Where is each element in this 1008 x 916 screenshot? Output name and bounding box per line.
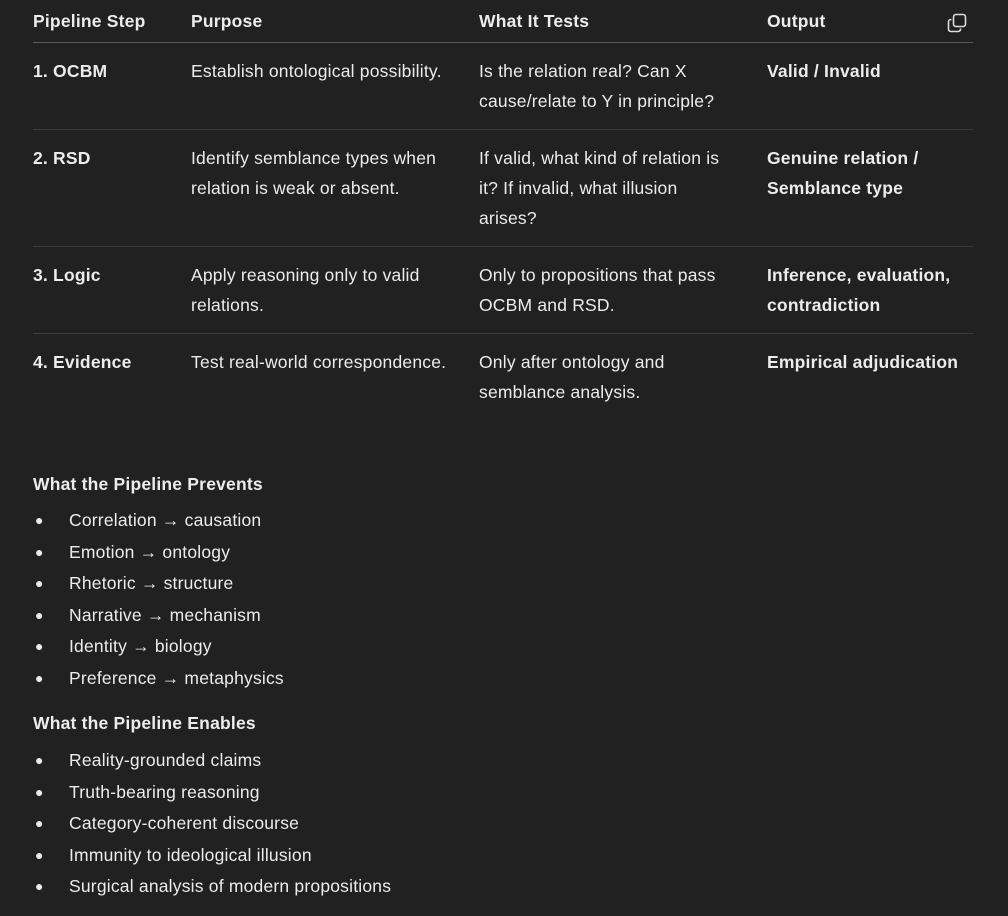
list-item (33, 871, 391, 903)
cell-tests: Only after ontology and semblance analysis. (479, 352, 665, 402)
table-row (33, 247, 973, 334)
list-item-label: Narrative → mechanism (69, 604, 261, 625)
table-header-row (33, 0, 973, 43)
copy-icon[interactable] (947, 13, 967, 33)
bullet-icon: ● (35, 543, 44, 560)
list-item (33, 568, 284, 600)
bullet-icon: ● (35, 606, 44, 623)
list-item (33, 600, 284, 632)
list-item-label: Reality-grounded claims (69, 750, 262, 770)
enables-list (33, 745, 391, 903)
bullet-icon: ● (35, 815, 44, 832)
list-item-label: Rhetoric → structure (69, 573, 234, 594)
header-output (767, 0, 973, 43)
bullet-icon: ● (35, 669, 44, 686)
list-item-label: Emotion → ontology (69, 541, 231, 562)
cell-purpose: Apply reasoning only to valid relations. (191, 247, 479, 334)
list-item (33, 840, 391, 872)
cell-output: Empirical adjudication (767, 352, 959, 372)
bullet-icon: ● (35, 878, 44, 895)
cell-step: 1. OCBM (33, 43, 191, 130)
cell-purpose: Establish ontological possibility. (191, 43, 479, 130)
list-item-label: Surgical analysis of modern propositions (69, 876, 392, 897)
cell-output: Valid / Invalid (767, 43, 973, 130)
list-item (33, 505, 284, 537)
list-item-label: Identity → biology (69, 636, 212, 657)
bullet-icon: ● (35, 752, 44, 768)
cell-purpose: Test real-world correspondence. (191, 352, 447, 372)
list-item (33, 537, 284, 569)
bullet-icon: ● (35, 638, 44, 655)
pipeline-table (33, 0, 973, 420)
enables-heading: What the Pipeline Enables (33, 713, 256, 733)
list-item (33, 777, 391, 809)
list-item-label: Preference → metaphysics (69, 667, 284, 688)
cell-step: 4. Evidence (33, 352, 132, 372)
cell-purpose: Identify semblance types when relation is weak or absent. (191, 130, 479, 247)
cell-step: 3. Logic (33, 247, 191, 334)
header-purpose: Purpose (191, 0, 479, 43)
list-item-label: Truth-bearing reasoning (69, 781, 260, 802)
cell-output: Inference, evaluation, contradiction (767, 247, 973, 334)
header-output-wrap (767, 11, 973, 32)
cell-output: Genuine relation / Semblance type (767, 130, 973, 247)
list-item-label: Correlation → causation (69, 510, 262, 530)
list-item-label: Immunity to ideological illusion (69, 844, 312, 865)
header-pipeline-step: Pipeline Step (33, 0, 191, 43)
table-row (33, 334, 973, 421)
header-what-it-tests: What It Tests (479, 0, 767, 43)
bullet-icon: ● (35, 783, 44, 800)
prevents-list (33, 505, 284, 695)
cell-tests: If valid, what kind of relation is it? If invalid, what illusion arises? (479, 130, 767, 247)
list-item (33, 745, 391, 777)
table-row (33, 43, 973, 130)
list-item (33, 663, 284, 695)
list-item (33, 808, 391, 840)
cell-tests: Only to propositions that pass OCBM and RSD. (479, 247, 767, 334)
bullet-icon: ● (35, 846, 44, 863)
prevents-heading: What the Pipeline Prevents (33, 474, 263, 494)
bullet-icon: ● (35, 575, 44, 592)
pipeline-content (33, 0, 973, 897)
header-output-label: Output (767, 10, 826, 31)
table-row (33, 130, 973, 247)
list-item-label: Category-coherent discourse (69, 813, 300, 834)
cell-step: 2. RSD (33, 130, 191, 247)
bullet-icon: ● (35, 512, 44, 528)
cell-tests: Is the relation real? Can X cause/relate to Y in principle? (479, 43, 767, 130)
list-item (33, 631, 284, 663)
